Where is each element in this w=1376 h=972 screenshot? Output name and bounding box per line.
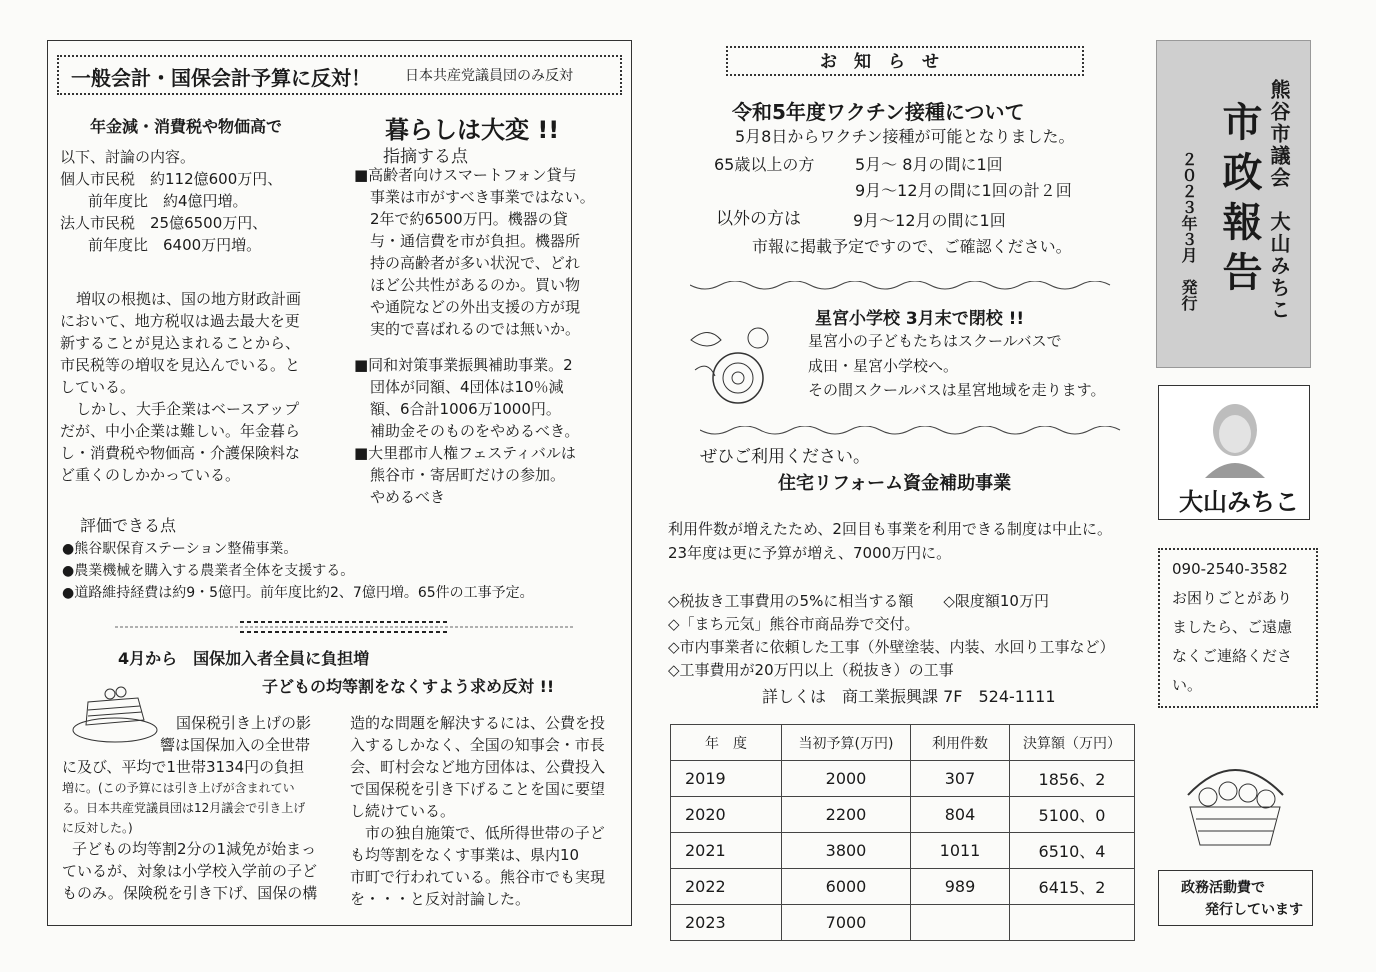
table-cell: 3800	[782, 833, 911, 869]
kokuho-column-2	[350, 712, 605, 910]
funding-line: 政務活動費で	[1181, 880, 1265, 896]
heading-cause: 年金減・消費税や物価高で	[90, 117, 283, 136]
table-row	[671, 797, 1135, 833]
kokuho-note: る。日本共産党議員団は12月議会で引き上げ	[62, 801, 306, 815]
table-cell: 2023	[671, 905, 782, 941]
condition-item: ◇市内事業者に依頼した工事（外壁塗装、内装、水回り工事など）	[668, 638, 1115, 656]
point-line: 団体が同額、4団体は10％減	[370, 378, 564, 396]
school-line: 星宮小の子どもたちはスクールバスで	[808, 332, 1062, 350]
col-header: 当初予算(万円)	[782, 725, 911, 761]
kokuho-line: を・・・と反対討論した。	[350, 890, 531, 908]
table-cell: 2000	[782, 761, 911, 797]
banner-title: 一般会計・国保会計予算に反対！	[71, 66, 371, 90]
masthead-date: ２０２３年３月 発行	[1179, 151, 1198, 311]
flower-basket-illustration	[1168, 755, 1303, 859]
tax-line: 前年度比 6400万円増。	[88, 236, 262, 254]
profile-name: 大山みちこ	[1179, 488, 1299, 516]
kokuho-line: 市町で行われている。熊谷市でも実現	[350, 868, 606, 886]
col-header: 利用件数	[911, 725, 1010, 761]
kokuho-line: も均等割をなくす事業は、県内10	[350, 846, 580, 864]
kokuho-line: 会、町村会など地方団体は、公費投入	[350, 758, 606, 776]
table-cell: 1011	[911, 833, 1010, 869]
vaccine-line: 以外の方は	[716, 209, 801, 229]
discussion-intro: 以下、討論の内容。	[60, 148, 196, 166]
table-cell: 307	[911, 761, 1010, 797]
contact-line: お困りごとがあり	[1172, 589, 1293, 607]
rose-icon	[683, 320, 783, 410]
school-heading: 星宮小学校 3月末で閉校 !!	[815, 309, 1025, 329]
para-line: しかし、大手企業はベースアップ	[76, 400, 300, 418]
reform-line: 利用件数が増えたため、2回目も事業を利用できる制度は中止に。	[668, 520, 1112, 538]
table-row	[671, 761, 1135, 797]
contact-message	[1172, 584, 1292, 700]
kokuho-line: 子どもの均等割2分の1減免が始まっ	[72, 840, 317, 858]
wave-divider	[690, 280, 1120, 299]
table-cell: 2021	[671, 833, 782, 869]
vaccine-line: 市報に掲載予定ですので、ご確認ください。	[752, 237, 1072, 256]
contact-line: い。	[1172, 676, 1203, 694]
kokuho-line: で国保税を引き下げることを国に要望	[350, 780, 606, 798]
reform-heading-2: 住宅リフォーム資金補助事業	[778, 473, 1012, 494]
table-row	[671, 905, 1135, 941]
table-cell: 2022	[671, 869, 782, 905]
wave-divider-icon	[700, 426, 1130, 440]
kokuho-subheading: 子どもの均等割をなくすよう求め反対 !!	[262, 677, 555, 696]
reform-contact: 詳しくは 商工業振興課 7F 524-1111	[762, 687, 1056, 706]
reform-conditions	[668, 590, 1115, 682]
col-header: 年 度	[671, 725, 782, 761]
kokuho-line: 造的な問題を解決するには、公費を投	[350, 714, 606, 732]
point-line: ■高齢者向けスマートフォン貸与	[354, 166, 577, 184]
rose-illustration	[683, 320, 783, 414]
vaccine-heading: 令和5年度ワクチン接種について	[732, 100, 1025, 124]
budget-banner	[57, 55, 622, 95]
table-cell	[911, 905, 1010, 941]
banner-subtitle: 日本共産党議員団のみ反対	[405, 68, 573, 84]
kokuho-line: 国保税引き上げの影	[176, 714, 312, 732]
points-title: 指摘する点	[383, 147, 468, 167]
kokuho-line: 響は国保加入の全世帯	[160, 736, 311, 754]
col-header: 決算額（万円）	[1010, 725, 1135, 761]
kokuho-note: に反対した。)	[62, 821, 133, 835]
para-line: において、地方税収は過去最大を更	[60, 312, 300, 330]
table-cell: 6415、2	[1010, 869, 1135, 905]
vaccine-line: 9月～12月の間に1回	[853, 211, 1006, 230]
kokuho-note: 増に。(この予算には引き上げが含まれてい	[62, 781, 295, 795]
table-cell	[1010, 905, 1135, 941]
para-line: 新することが見込まれることから、	[60, 334, 301, 352]
notice-header	[726, 46, 1084, 76]
point-smartphone	[354, 164, 595, 340]
point-line: 持の高齢者が多い状況で、どれ	[370, 254, 580, 272]
para-line: ど重くのしかかっている。	[60, 466, 241, 484]
masthead-council: 熊谷市議会 大山みちこ	[1267, 79, 1291, 321]
masthead	[1156, 40, 1311, 368]
point-line: 与・通信費を市が負担。機器所	[370, 232, 581, 250]
point-line: 額、6合計1006万1000円。	[370, 400, 561, 418]
kokuho-line: ものみ。保険税を引き下げ、国保の構	[62, 884, 318, 902]
decorative-divider	[115, 619, 575, 633]
para-line: し・消費税や物価高・介護保険料な	[60, 444, 301, 462]
kokuho-line: に及び、平均で1世帯3134円の負担	[62, 758, 305, 776]
point-line: ■同和対策事業振興補助事業。2	[354, 356, 573, 374]
para-line: している。	[60, 378, 136, 396]
funding-note	[1158, 870, 1313, 926]
vaccine-line: 5月～ 8月の間に1回	[855, 155, 1003, 174]
vaccine-line: 5月8日からワクチン接種が可能となりました。	[735, 127, 1075, 146]
table-cell: 2020	[671, 797, 782, 833]
eval-item: ●農業機械を購入する農業者全体を支援する。	[62, 563, 355, 579]
para-line: 増収の根拠は、国の地方財政計画	[76, 290, 302, 308]
eval-list	[62, 538, 534, 604]
table-row	[671, 869, 1135, 905]
school-line: 成田・星宮小学校へ。	[808, 357, 959, 375]
table-cell: 2019	[671, 761, 782, 797]
point-line: 事業は市がすべき事業ではない。	[370, 188, 595, 206]
table-cell: 989	[911, 869, 1010, 905]
point-line: ■大里郡市人権フェスティバルは	[354, 444, 576, 462]
masthead-title: 市政報告	[1216, 101, 1262, 301]
phone-number: 090-2540-3582	[1172, 560, 1288, 578]
condition-item: ◇税抜き工事費用の5%に相当する額 ◇限度額10万円	[668, 592, 1049, 610]
table-cell: 6000	[782, 869, 911, 905]
point-line: 熊谷市・寄居町だけの参加。	[370, 466, 566, 484]
contact-box	[1158, 548, 1318, 708]
funding-line: 発行しています	[1205, 902, 1303, 918]
point-line: やめるべき	[370, 488, 446, 506]
wave-divider-icon	[690, 281, 1120, 295]
point-line: 補助金そのものをやめるべき。	[370, 422, 580, 440]
table-header-row	[671, 725, 1135, 761]
tax-line: 法人市民税 25億6500万円、	[60, 214, 268, 232]
eval-item: ●熊谷駅保育ステーション整備事業。	[62, 541, 298, 557]
notice-title: お 知 ら せ	[820, 52, 939, 72]
kokuho-line: 入するしかなく、全国の知事会・市長	[350, 736, 605, 754]
profile-card	[1158, 385, 1310, 520]
para-line: 市民税等の増収を見込んでいる。と	[60, 356, 301, 374]
reform-line: 23年度は更に予算が増え、7000万円に。	[668, 544, 952, 562]
discussion-block	[60, 146, 282, 256]
vaccine-line: 65歳以上の方	[714, 155, 815, 174]
school-line: その間スクールバスは星宮地域を走ります。	[808, 381, 1106, 399]
point-line: ほど公共性があるのか。買い物	[370, 276, 581, 294]
para-basis	[60, 288, 301, 486]
table-cell: 5100、0	[1010, 797, 1135, 833]
tax-line: 前年度比 約4億円増。	[88, 192, 248, 210]
reform-heading-1: ぜひご利用ください。	[700, 447, 870, 467]
heading-life: 暮らしは大変 !!	[385, 116, 560, 144]
point-line: 2年で約6500万円。機器の貸	[370, 210, 568, 228]
budget-table	[670, 724, 1135, 941]
table-cell: 2200	[782, 797, 911, 833]
kokuho-line: 市の独自施策で、低所得世帯の子ど	[350, 824, 605, 842]
portrait-icon	[1199, 396, 1271, 478]
kokuho-line: ているが、対象は小学校入学前の子ど	[62, 862, 318, 880]
wave-divider	[700, 425, 1130, 444]
point-dowa	[354, 354, 579, 508]
eval-item: ●道路維持経費は約9・5億円。前年度比約2、7億円増。65件の工事予定。	[62, 585, 534, 601]
kokuho-heading: 4月から 国保加入者全員に負担増	[118, 649, 370, 668]
divider-ornament-icon	[115, 620, 575, 634]
table-row	[671, 833, 1135, 869]
flower-basket-icon	[1168, 755, 1303, 855]
eval-title: 評価できる点	[80, 516, 177, 535]
table-cell: 1856、2	[1010, 761, 1135, 797]
kokuho-line: し続けている。	[350, 802, 456, 820]
table-cell: 6510、4	[1010, 833, 1135, 869]
contact-line: ましたら、ご遠慮	[1172, 618, 1293, 636]
contact-line: なくご連絡くださ	[1172, 647, 1293, 665]
vaccine-line: 9月～12月の間に1回の計２回	[855, 181, 1072, 200]
tax-line: 個人市民税 約112億600万円、	[60, 170, 283, 188]
point-line: や通院などの外出支援の方が現	[370, 298, 581, 316]
para-line: だが、中小企業は難しい。年金暮ら	[60, 422, 301, 440]
table-cell: 7000	[782, 905, 911, 941]
kokuho-column-1	[62, 712, 317, 904]
table-cell: 804	[911, 797, 1010, 833]
condition-item: ◇「まち元気」熊谷市商品券で交付。	[668, 615, 920, 633]
point-line: 実的で喜ばれるのでは無いか。	[370, 320, 581, 338]
condition-item: ◇工事費用が20万円以上（税抜き）の工事	[668, 661, 954, 679]
